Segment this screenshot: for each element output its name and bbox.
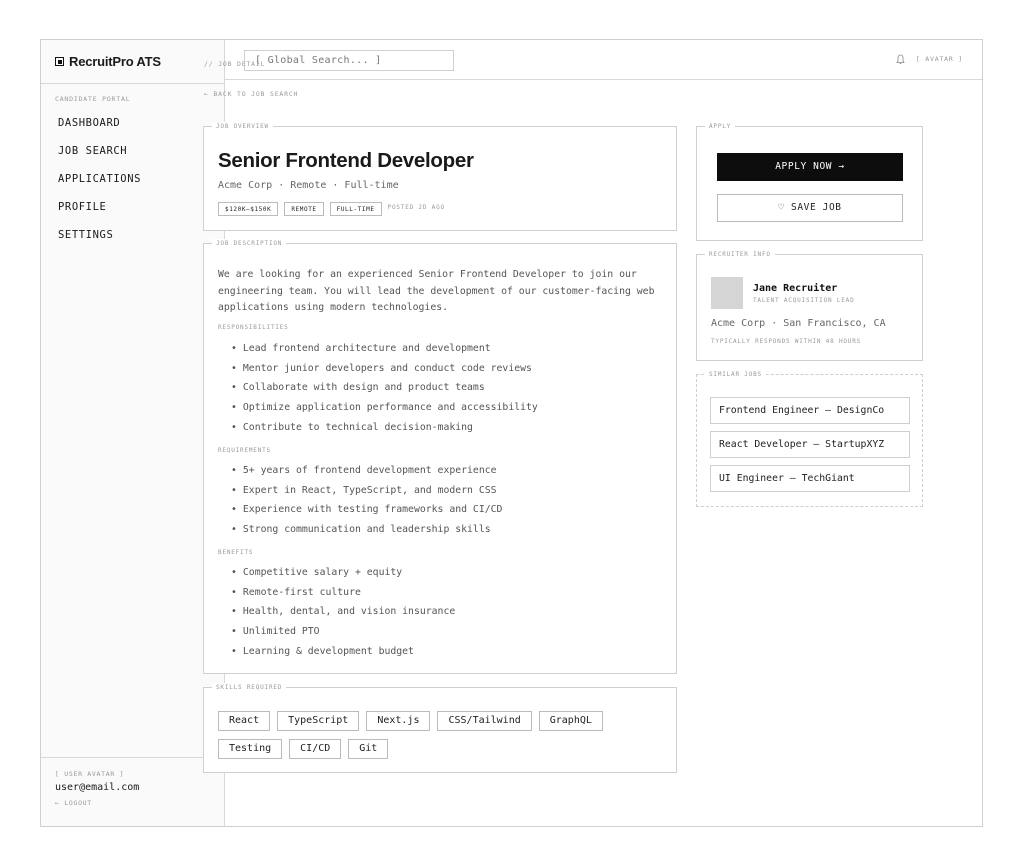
job-overview-panel	[203, 123, 677, 231]
responsibilities-heading: RESPONSIBILITIES	[218, 324, 289, 331]
requirements-heading: REQUIREMENTS	[218, 447, 271, 454]
list-item: • Learning & development budget	[231, 642, 455, 662]
sidebar	[41, 40, 225, 826]
panel-label: SIMILAR JOBS	[705, 370, 766, 379]
user-email: user@email.com	[55, 782, 140, 793]
skill-chip: React	[218, 711, 270, 731]
list-item: • Expert in React, TypeScript, and modern CSS	[231, 481, 502, 501]
recruiter-role: TALENT ACQUISITION LEAD	[753, 297, 855, 304]
top-header	[225, 40, 982, 80]
sidebar-nav	[41, 109, 224, 249]
recruiter-response-time: TYPICALLY RESPONDS WITHIN 48 HOURS	[711, 338, 862, 345]
similar-jobs-panel	[696, 371, 923, 507]
job-description-panel	[203, 240, 677, 674]
sidebar-item-job-search[interactable]: JOB SEARCH	[58, 145, 128, 157]
logout-link[interactable]: ← LOGOUT	[55, 799, 92, 807]
salary-tag: $120K–$150K	[218, 202, 278, 216]
list-item: • Mentor junior developers and conduct code reviews	[231, 359, 538, 379]
benefits-heading: BENEFITS	[218, 549, 254, 556]
skills-list	[218, 711, 668, 759]
skill-chip: Next.js	[366, 711, 430, 731]
job-title: Senior Frontend Developer	[218, 149, 474, 172]
skill-chip: Git	[348, 739, 388, 759]
requirements-list	[231, 461, 502, 540]
sidebar-item-profile[interactable]: PROFILE	[58, 201, 107, 213]
list-item: • Health, dental, and vision insurance	[231, 602, 455, 622]
panel-label: APPLY	[705, 122, 735, 131]
bell-icon[interactable]	[896, 54, 905, 65]
remote-tag: REMOTE	[284, 202, 323, 216]
list-item: • Competitive salary + equity	[231, 563, 455, 583]
job-tags	[218, 202, 445, 216]
list-item: • Experience with testing frameworks and CI/CD	[231, 500, 502, 520]
skill-chip: CI/CD	[289, 739, 341, 759]
list-item: • Collaborate with design and product teams	[231, 378, 538, 398]
breadcrumb: // JOB DETAIL	[204, 60, 266, 68]
skill-chip: GraphQL	[539, 711, 603, 731]
sidebar-section-label: CANDIDATE PORTAL	[55, 95, 131, 103]
brand-name: RecruitPro ATS	[69, 54, 161, 69]
sidebar-item-applications[interactable]: APPLICATIONS	[58, 173, 142, 185]
skills-panel	[203, 684, 677, 773]
recruiter-avatar	[711, 277, 743, 309]
sidebar-item-dashboard[interactable]: DASHBOARD	[58, 117, 121, 129]
skill-chip: CSS/Tailwind	[437, 711, 531, 731]
responsibilities-list	[231, 339, 538, 437]
sidebar-footer	[41, 757, 224, 826]
job-description-text: We are looking for an experienced Senior Frontend Developer to join our engineering team. You will lead the development of our customer-facing web applications using modern technologies.	[218, 269, 655, 313]
skill-chip: TypeScript	[277, 711, 359, 731]
list-item: • Lead frontend architecture and development	[231, 339, 538, 359]
recruiter-location: Acme Corp · San Francisco, CA	[711, 318, 886, 329]
posted-date: POSTED 2D AGO	[387, 203, 445, 211]
panel-label: JOB DESCRIPTION	[212, 239, 286, 248]
benefits-list	[231, 563, 455, 661]
recruiter-name: Jane Recruiter	[753, 283, 838, 294]
list-item: • Unlimited PTO	[231, 622, 455, 642]
similar-job-link[interactable]: UI Engineer — TechGiant	[710, 465, 910, 492]
panel-label: RECRUITER INFO	[705, 250, 775, 259]
user-avatar[interactable]: [ USER AVATAR ]	[55, 770, 125, 778]
similar-job-link[interactable]: Frontend Engineer — DesignCo	[710, 397, 910, 424]
recruiter-info-panel	[696, 251, 923, 361]
list-item: • Optimize application performance and accessibility	[231, 398, 538, 418]
brand[interactable]	[41, 40, 224, 84]
save-job-button[interactable]: ♡ SAVE JOB	[717, 194, 903, 222]
job-meta: Acme Corp · Remote · Full-time	[218, 180, 399, 191]
apply-now-button[interactable]: APPLY NOW →	[717, 153, 903, 181]
panel-label: JOB OVERVIEW	[212, 122, 273, 131]
similar-job-link[interactable]: React Developer — StartupXYZ	[710, 431, 910, 458]
list-item: • 5+ years of frontend development experience	[231, 461, 502, 481]
list-item: • Contribute to technical decision-making	[231, 418, 538, 438]
apply-panel	[696, 123, 923, 241]
full-time-tag: FULL-TIME	[330, 202, 382, 216]
skill-chip: Testing	[218, 739, 282, 759]
global-search-input[interactable]: [ Global Search... ]	[244, 50, 454, 71]
back-to-job-search-link[interactable]: ← BACK TO JOB SEARCH	[204, 90, 299, 98]
list-item: • Remote-first culture	[231, 583, 455, 603]
logo-icon	[55, 57, 64, 66]
panel-label: SKILLS REQUIRED	[212, 683, 286, 692]
header-avatar[interactable]: [ AVATAR ]	[915, 55, 963, 63]
sidebar-item-settings[interactable]: SETTINGS	[58, 229, 114, 241]
list-item: • Strong communication and leadership skills	[231, 520, 502, 540]
